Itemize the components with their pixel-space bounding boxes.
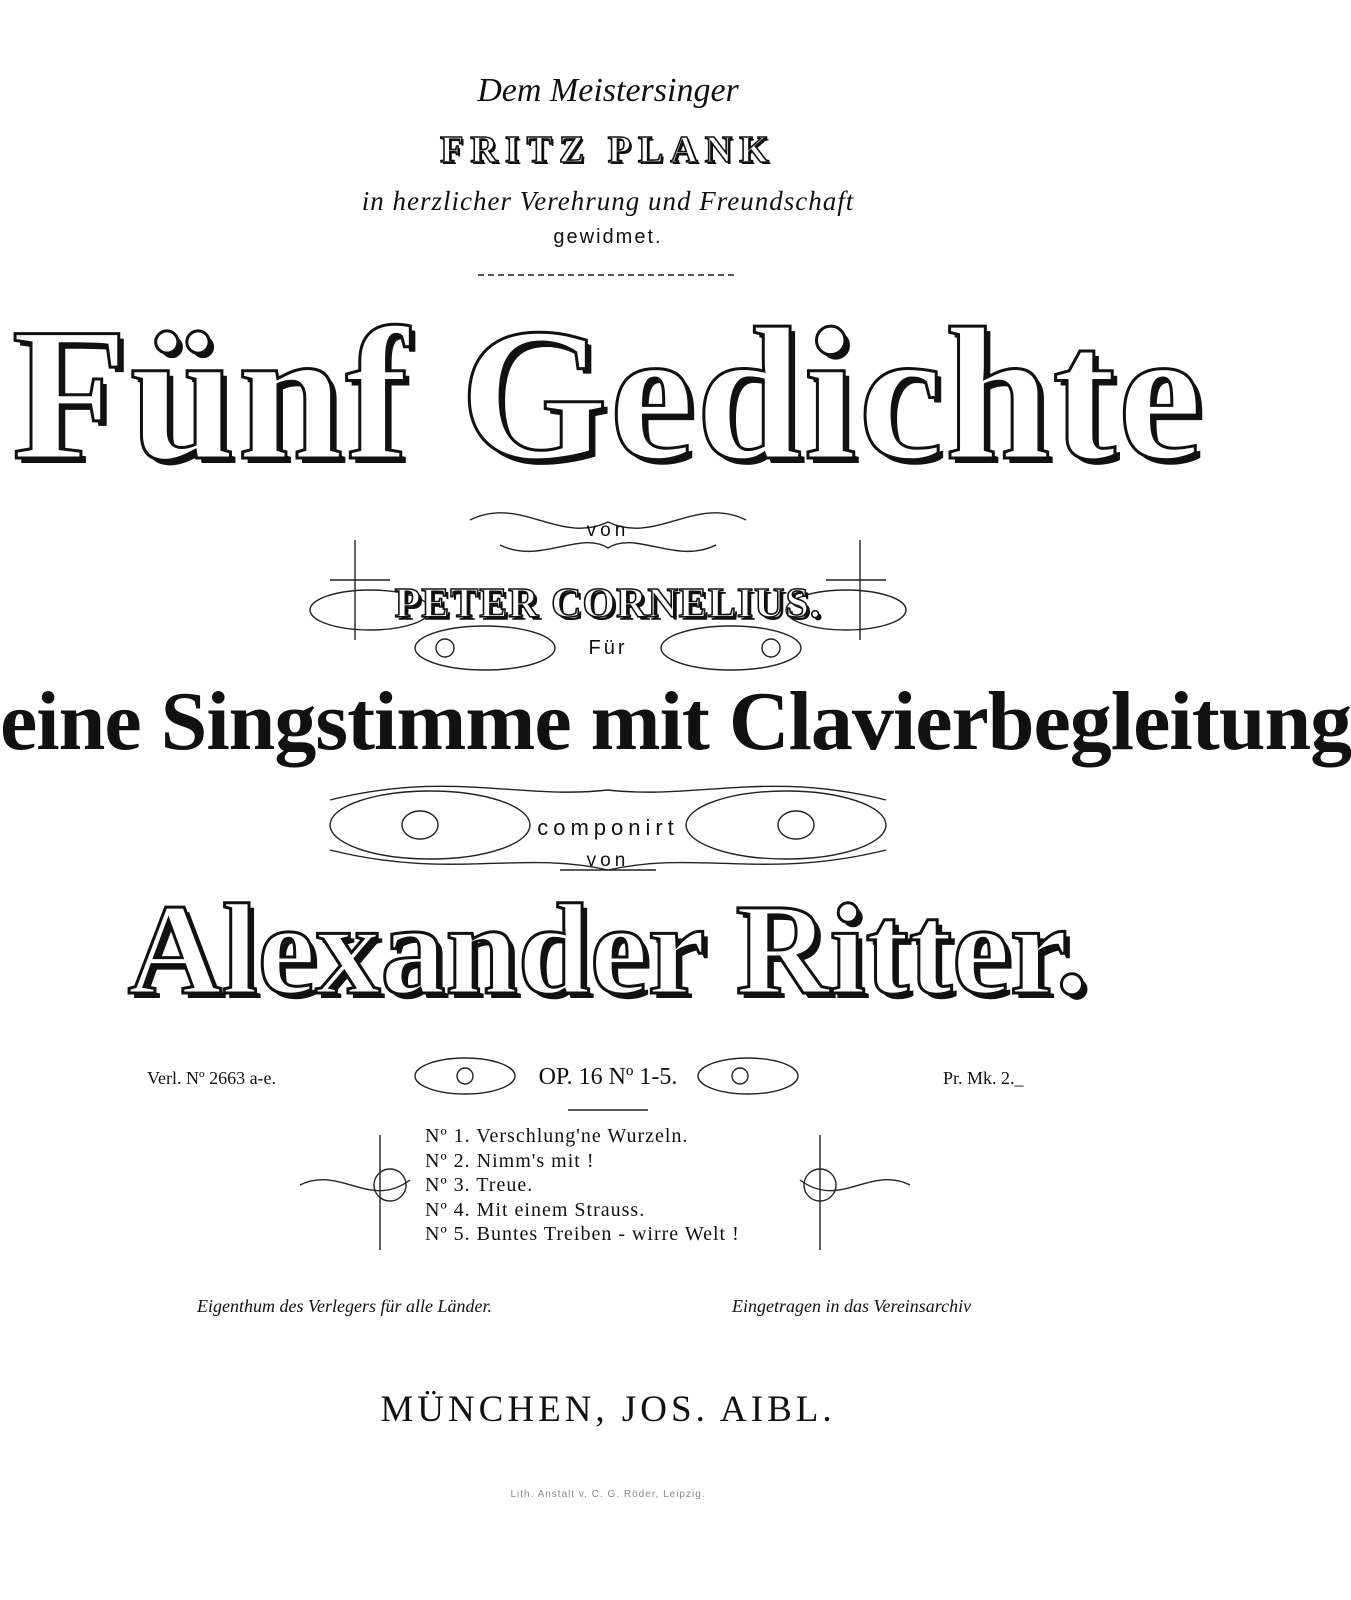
printer-imprint: Lith. Anstalt v. C. G. Röder, Leipzig. (510, 1489, 706, 1500)
rights-notice: Eigenthum des Verlegers für alle Länder. (197, 1296, 492, 1316)
publisher-imprint: MÜNCHEN, JOS. AIBL. (380, 1389, 836, 1430)
registration-notice: Eingetragen in das Vereinsarchiv (732, 1296, 972, 1316)
title-von-composer: von (586, 850, 630, 871)
list-item: Nº 4. Mit einem Strauss. (425, 1198, 646, 1221)
composer-name: Alexander Ritter. (127, 878, 1089, 1022)
title-fuer: Für (588, 637, 628, 659)
plate-number: Verl. Nº 2663 a-e. (147, 1068, 277, 1088)
dedication-phrase: in herzlicher Verehrung und Freundschaft (361, 186, 855, 216)
list-item: Nº 2. Nimm's mit ! (425, 1149, 595, 1172)
contents-list (425, 1125, 740, 1248)
price: Pr. Mk. 2._ (943, 1068, 1024, 1088)
main-title: Fünf Gedichte (11, 290, 1205, 500)
dedicatee-name: FRITZ PLANK (440, 129, 776, 171)
dedication-line: Dem Meistersinger (477, 72, 739, 109)
title-componirt: componirt (537, 815, 679, 840)
list-item: Nº 5. Buntes Treiben - wirre Welt ! (425, 1223, 740, 1245)
opus-number: OP. 16 Nº 1-5. (538, 1064, 678, 1090)
list-item: Nº 1. Verschlung'ne Wurzeln. (425, 1125, 689, 1147)
title-von: von (586, 520, 630, 541)
scoring-line: eine Singstimme mit Clavierbegleitung (0, 675, 1351, 768)
dedication-gewidmet: gewidmet. (553, 226, 663, 248)
list-item: Nº 3. Treue. (425, 1174, 534, 1196)
poet-name: PETER CORNELIUS. (394, 581, 822, 627)
